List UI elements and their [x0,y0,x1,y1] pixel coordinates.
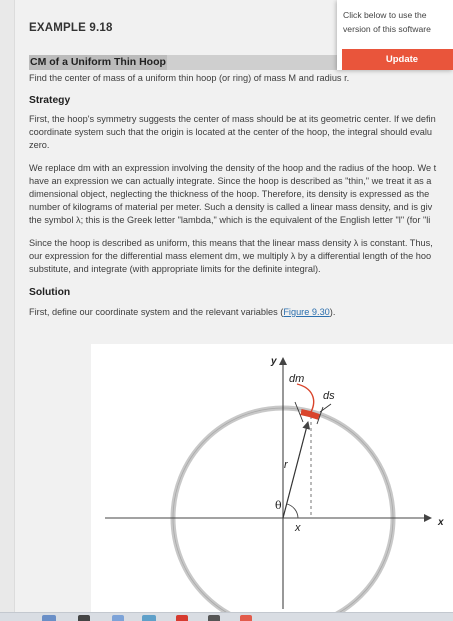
example-title: CM of a Uniform Thin Hoop [30,56,166,68]
solution-text [29,306,453,319]
strategy-p3-line3: substitute, and integrate (with appropriate limits for the definite integral). [29,264,321,274]
strategy-p3-line1: Since the hoop is described as uniform, this means that the linear mass density λ is constant. Thus, [29,238,433,248]
figure-link[interactable]: Figure 9.30 [283,307,330,317]
strategy-p1-line1: First, the hoop's symmetry suggests the center of mass should be at its geometric center. If we defin [29,114,436,124]
dm-label: dm [289,373,305,385]
strategy-p2-line3: dimensional object, neglecting the thickness of the hoop. Therefore, its density is expressed as the [29,189,430,199]
strategy-p2-line5: the symbol λ; this is the Greek letter "lambda," which is the equivalent of the English letter "l" (for "li [29,215,431,225]
taskbar-app-icon[interactable] [42,615,56,621]
example-label: EXAMPLE 9.18 [29,22,113,34]
strategy-heading: Strategy [29,95,71,106]
strategy-p2-line4: number of kilograms of material per meter. Such a density is called a linear mass density, and is giv [29,202,433,212]
ds-label: ds [323,390,335,402]
strategy-p3-line2: our expression for the differential mass element dm, we multiply λ by a differential length of the hoo [29,251,432,261]
theta-label: θ [275,499,282,512]
hoop-diagram [91,344,453,612]
hoop-figure [91,344,453,612]
solution-text-before: First, define our coordinate system and the relevant variables ( [29,307,284,317]
x-axis-label: x [438,517,444,528]
y-axis-label: y [271,356,277,367]
taskbar-app-icon[interactable] [176,615,188,621]
popup-line-1: Click below to use the [343,10,427,20]
taskbar-app-icon[interactable] [78,615,90,621]
update-popup [337,0,453,70]
taskbar-app-icon[interactable] [208,615,220,621]
strategy-p1-line2: coordinate system such that the origin is located at the center of the hoop, the integral should evalu [29,127,432,137]
popup-line-2: version of this software [343,24,431,34]
solution-text-after: ). [329,307,336,317]
taskbar-app-icon[interactable] [240,615,252,621]
taskbar-app-icon[interactable] [142,615,156,621]
solution-heading: Solution [29,287,71,298]
r-label: r [284,459,288,471]
ds-arrow [320,404,331,412]
document-page [14,0,453,612]
theta-arc [287,504,298,518]
taskbar-app-icon[interactable] [112,615,124,621]
update-button[interactable]: Update [342,49,453,70]
strategy-p1-line3: zero. [29,140,50,150]
strategy-p2-line1: We replace dm with an expression involving the density of the hoop and the radius of the hoop. We t [29,163,437,173]
x-coordinate-label: x [295,522,301,534]
intro-text: Find the center of mass of a uniform thin hoop (or ring) of mass M and radius r. [29,73,350,83]
strategy-p2-line2: have an expression we can actually integrate. Since the hoop is described as "thin," we treat it as a [29,176,432,186]
